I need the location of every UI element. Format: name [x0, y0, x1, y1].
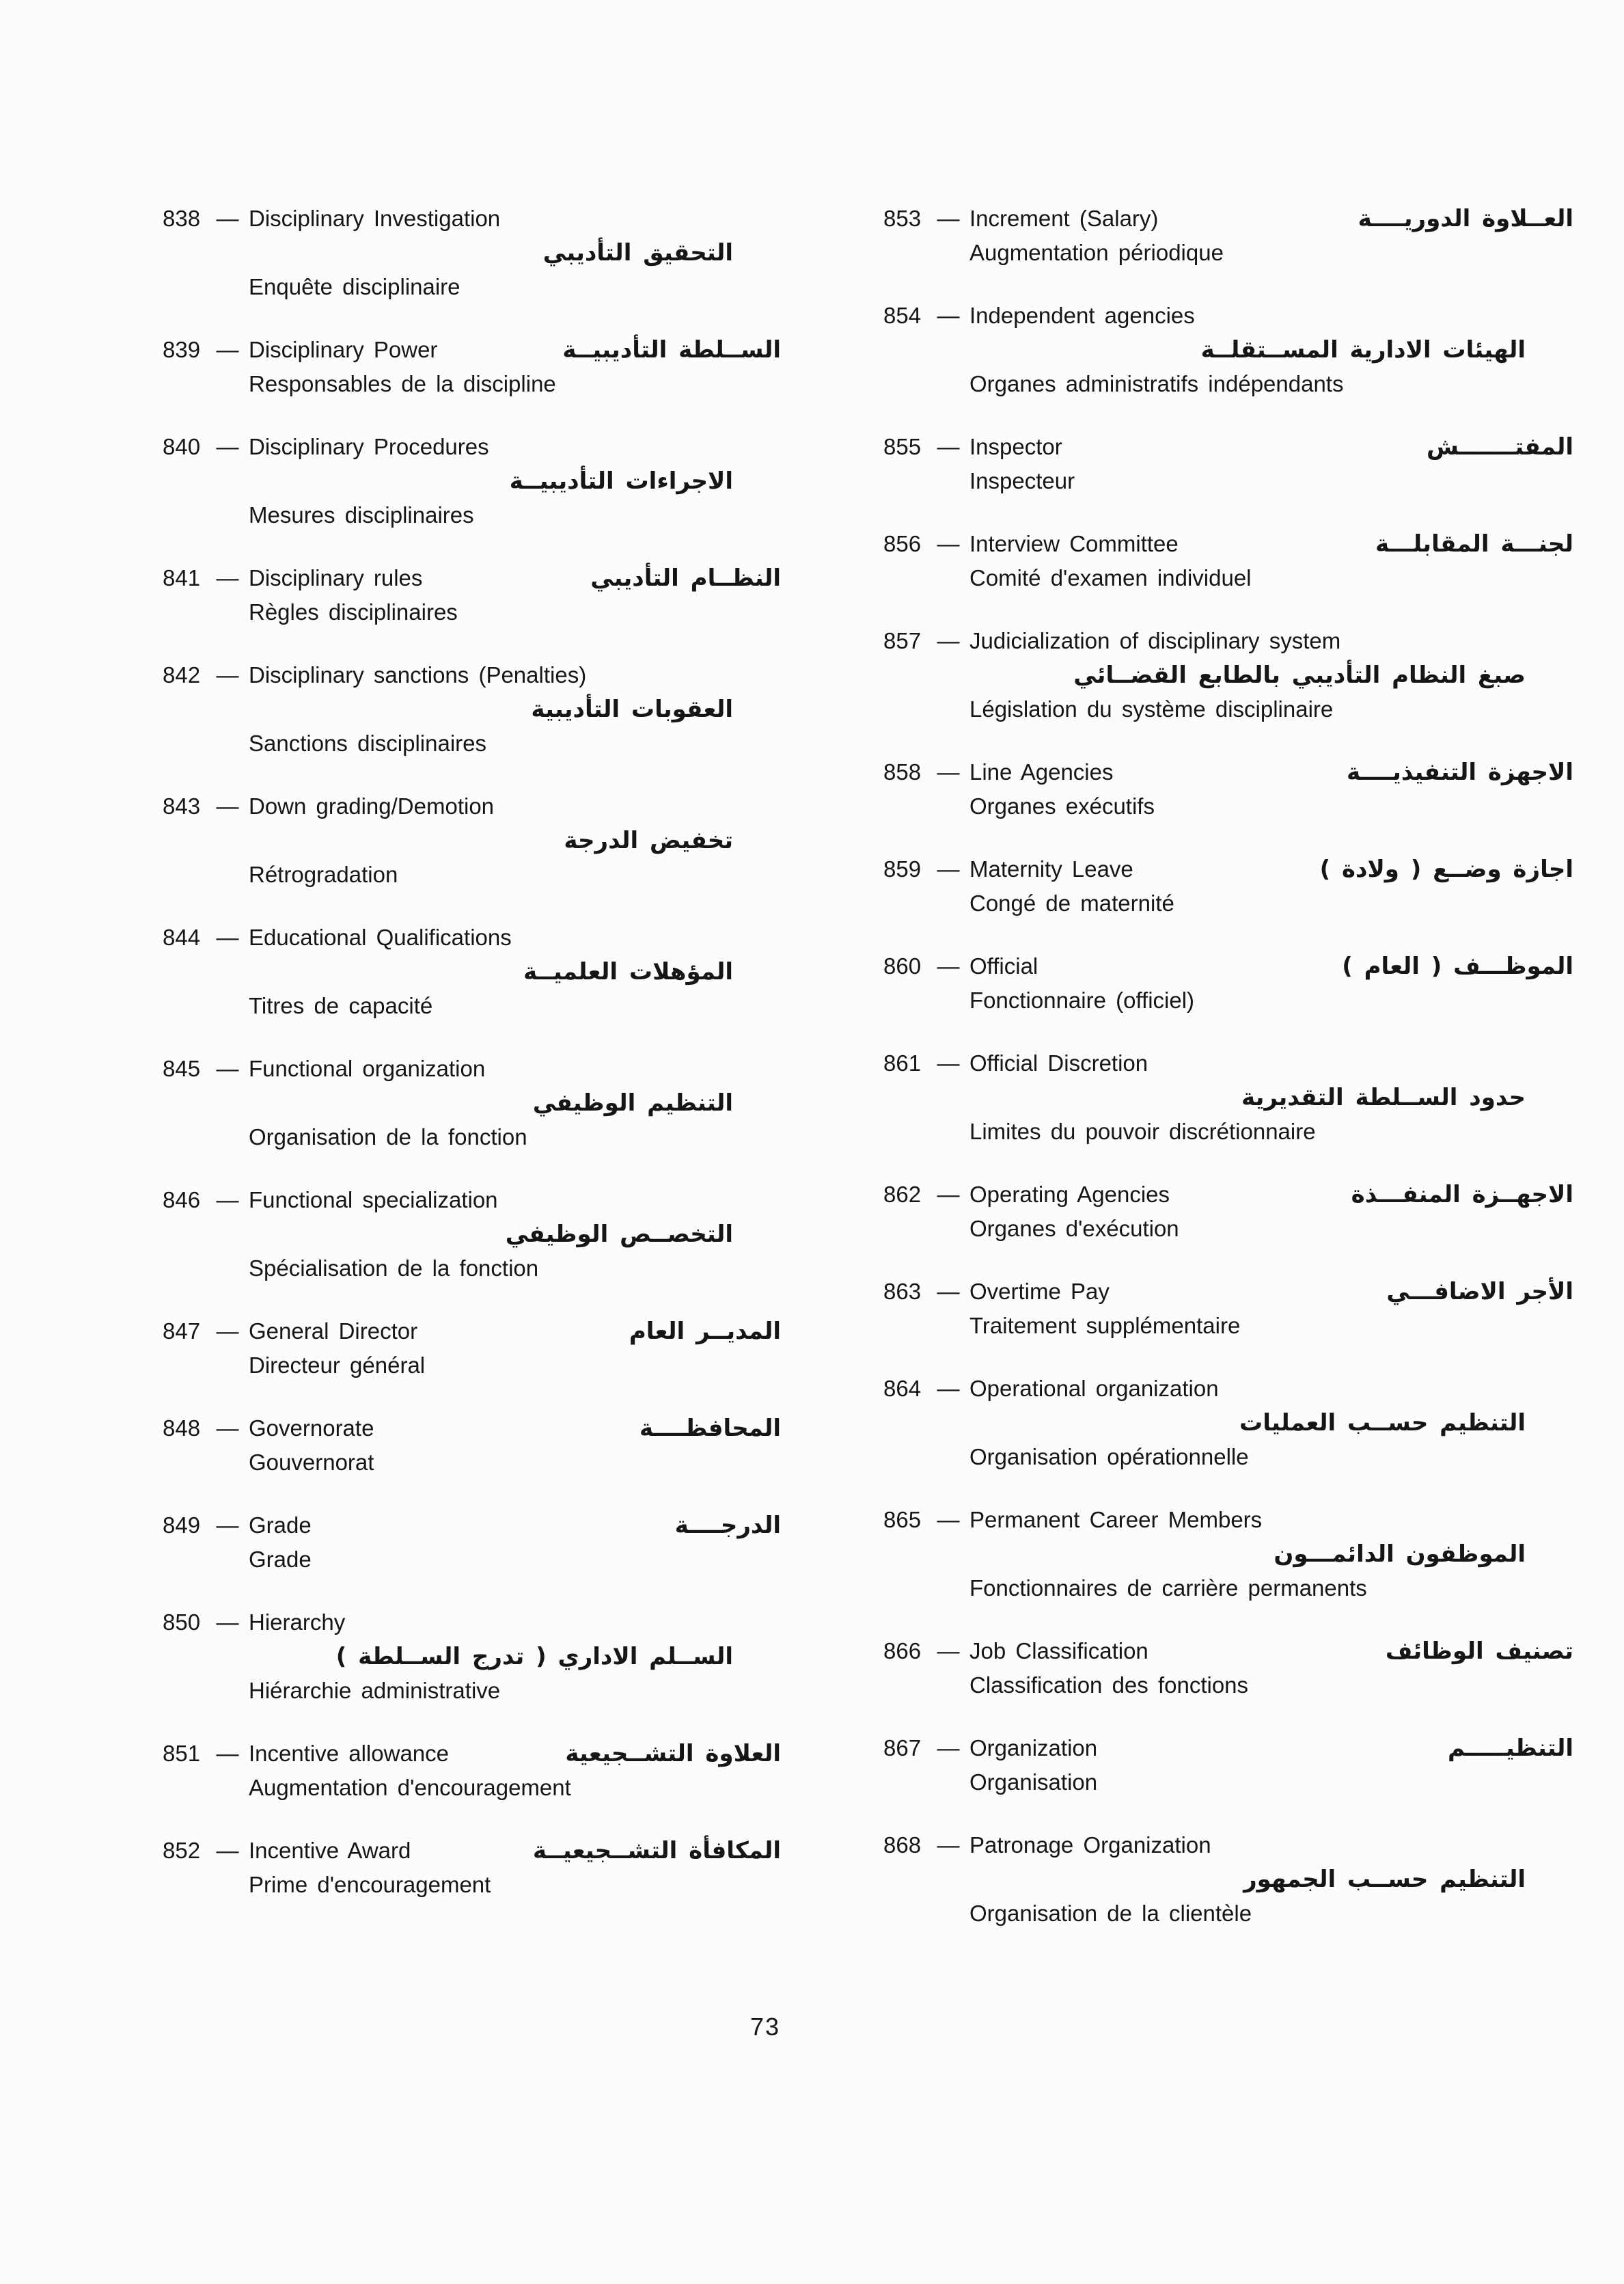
entry-number: 859: [883, 856, 922, 882]
entry-french-term: Inspecteur: [969, 468, 1075, 493]
entry-term-line: [163, 789, 781, 824]
entry-dash: —: [216, 1838, 239, 1863]
entry-english-term: Disciplinary Investigation: [249, 206, 501, 231]
glossary-entry: [163, 430, 781, 532]
entry-english-term: Disciplinary rules: [249, 565, 423, 590]
entry-english-term: Disciplinary sanctions (Penalties): [249, 662, 587, 688]
entry-dash: —: [937, 1376, 960, 1401]
entry-number: 855: [883, 434, 922, 459]
entry-term-line: [163, 333, 781, 367]
entry-dash: —: [937, 531, 960, 556]
entry-french-term: Organisation de la clientèle: [969, 1901, 1252, 1926]
entry-number: 844: [163, 925, 201, 950]
entry-arabic-inline: الاجهــزة المنفـــذة: [1351, 1181, 1573, 1208]
entry-dash: —: [216, 1056, 239, 1081]
entry-number: 864: [883, 1376, 922, 1401]
glossary-entry: [883, 755, 1573, 824]
entry-dash: —: [937, 1638, 960, 1663]
entry-french-term: Fonctionnaire (officiel): [969, 988, 1195, 1013]
entry-number: 858: [883, 759, 922, 785]
entry-english-term: Increment (Salary): [969, 206, 1159, 231]
entry-arabic-block: تخفيض الدرجة: [564, 827, 733, 854]
entry-english-term: Job Classification: [969, 1638, 1148, 1663]
entry-french-term: Fonctionnaires de carrière permanents: [969, 1575, 1367, 1601]
glossary-entry: [163, 1834, 781, 1902]
entry-term-line: [883, 755, 1573, 789]
entry-arabic-inline: الأجر الاضافـــي: [1386, 1278, 1573, 1305]
entry-term-line: [883, 1046, 1573, 1080]
entry-number: 847: [163, 1318, 201, 1344]
entry-arabic-inline: المفتـــــــش: [1427, 433, 1573, 461]
entry-dash: —: [937, 206, 960, 231]
entry-french-term: Augmentation d'encouragement: [249, 1775, 571, 1800]
entry-arabic-inline: العلاوة التشــجيعية: [565, 1740, 781, 1767]
entry-number: 865: [883, 1507, 922, 1532]
entry-arabic-inline: العــلاوة الدوريــــة: [1358, 205, 1573, 232]
glossary-entry: [883, 527, 1573, 595]
entry-arabic-inline: اجازة وضــع ( ولادة ): [1319, 856, 1573, 883]
entry-number: 862: [883, 1182, 922, 1207]
entry-french-term: Traitement supplémentaire: [969, 1313, 1241, 1338]
entry-arabic-block: صبغ النظام التأديبي بالطابع القضــائي: [1073, 662, 1526, 689]
entry-english-term: Incentive Award: [249, 1838, 411, 1863]
entry-term-line: [883, 1828, 1573, 1862]
entry-arabic-inline: الاجهزة التنفيذيــــة: [1346, 759, 1573, 786]
glossary-entry: [163, 333, 781, 401]
entry-number: 866: [883, 1638, 922, 1663]
entry-arabic-block: حدود الســلطة التقديرية: [1241, 1084, 1526, 1111]
entry-term-line: [883, 527, 1573, 561]
entry-english-term: Governorate: [249, 1415, 374, 1441]
entry-term-line: [163, 202, 781, 236]
entry-english-term: Patronage Organization: [969, 1832, 1211, 1858]
entry-french-term: Règles disciplinaires: [249, 599, 458, 625]
entry-term-line: [883, 1275, 1573, 1309]
entry-english-term: Official Discretion: [969, 1050, 1148, 1076]
glossary-entry: [883, 949, 1573, 1018]
entry-term-line: [163, 658, 781, 692]
entry-number: 863: [883, 1279, 922, 1304]
glossary-entry: [883, 1828, 1573, 1931]
entry-number: 841: [163, 565, 201, 590]
entry-term-line: [883, 1634, 1573, 1668]
entry-term-line: [883, 1731, 1573, 1765]
entry-french-term: Titres de capacité: [249, 993, 433, 1018]
entry-english-term: Interview Committee: [969, 531, 1179, 556]
entry-french-term: Classification des fonctions: [969, 1672, 1249, 1698]
entry-french-term: Rétrogradation: [249, 862, 398, 887]
entry-dash: —: [216, 1187, 239, 1212]
entry-english-term: Hierarchy: [249, 1609, 346, 1635]
glossary-entry: [883, 1178, 1573, 1246]
entry-arabic-inline: الدرجــــة: [674, 1512, 781, 1539]
entry-french-term: Grade: [249, 1547, 312, 1572]
glossary-entry: [163, 1052, 781, 1154]
glossary-entry: [163, 658, 781, 761]
entry-dash: —: [216, 1609, 239, 1635]
entry-number: 854: [883, 303, 922, 328]
entry-number: 856: [883, 531, 922, 556]
entry-french-term: Organes d'exécution: [969, 1216, 1179, 1241]
entry-french-term: Augmentation périodique: [969, 240, 1224, 265]
entry-number: 860: [883, 953, 922, 979]
entry-french-term: Mesures disciplinaires: [249, 502, 474, 528]
entry-arabic-inline: التنظيـــــم: [1448, 1735, 1573, 1762]
entry-english-term: Functional specialization: [249, 1187, 498, 1212]
entry-term-line: [883, 430, 1573, 464]
entry-number: 845: [163, 1056, 201, 1081]
entry-number: 848: [163, 1415, 201, 1441]
entry-term-line: [163, 430, 781, 464]
glossary-entry: [163, 1183, 781, 1286]
entry-dash: —: [216, 434, 239, 459]
entry-number: 840: [163, 434, 201, 459]
entry-english-term: Permanent Career Members: [969, 1507, 1263, 1532]
entry-english-term: Inspector: [969, 434, 1062, 459]
entry-english-term: Operating Agencies: [969, 1182, 1170, 1207]
entry-term-line: [163, 1737, 781, 1771]
glossary-entry: [163, 561, 781, 629]
entry-number: 857: [883, 628, 922, 653]
entry-term-line: [883, 949, 1573, 983]
entry-english-term: Grade: [249, 1512, 312, 1538]
entry-french-term: Organes exécutifs: [969, 793, 1155, 819]
entry-english-term: Functional organization: [249, 1056, 486, 1081]
entry-number: 851: [163, 1741, 201, 1766]
entry-arabic-block: التحقيق التأديبي: [542, 239, 733, 267]
entry-french-term: Directeur général: [249, 1352, 426, 1378]
entry-arabic-inline: المحافظــــة: [639, 1415, 781, 1442]
entry-dash: —: [216, 337, 239, 362]
entry-arabic-block: العقوبات التأديبية: [531, 696, 733, 723]
entry-french-term: Organisation: [969, 1769, 1098, 1795]
glossary-entry: [163, 789, 781, 892]
entry-dash: —: [216, 206, 239, 231]
page-number: 73: [749, 2013, 781, 2041]
glossary-entry: [883, 852, 1573, 921]
entry-french-term: Spécialisation de la fonction: [249, 1255, 539, 1281]
entry-arabic-block: الاجراءات التأديبيــة: [509, 467, 733, 495]
glossary-entry: [883, 202, 1573, 270]
entry-number: 838: [163, 206, 201, 231]
entry-arabic-inline: المكافأة التشــجيعيــة: [532, 1837, 781, 1864]
glossary-entry: [883, 624, 1573, 726]
entry-french-term: Gouvernorat: [249, 1450, 374, 1475]
entry-term-line: [883, 202, 1573, 236]
entry-french-term: Limites du pouvoir discrétionnaire: [969, 1119, 1316, 1144]
entry-term-line: [163, 921, 781, 955]
entry-english-term: Maternity Leave: [969, 856, 1133, 882]
entry-dash: —: [937, 953, 960, 979]
entry-french-term: Organes administratifs indépendants: [969, 371, 1344, 396]
entry-english-term: Incentive allowance: [249, 1741, 450, 1766]
entry-dash: —: [216, 925, 239, 950]
glossary-entry: [883, 1731, 1573, 1799]
entry-number: 852: [163, 1838, 201, 1863]
entry-dash: —: [937, 1279, 960, 1304]
glossary-entry: [163, 1605, 781, 1708]
entry-english-term: Down grading/Demotion: [249, 793, 495, 819]
column-right: [883, 202, 1573, 1959]
glossary-entry: [163, 1314, 781, 1383]
entry-arabic-inline: لجنـــة المقابلـــة: [1375, 530, 1573, 558]
entry-arabic-inline: المديــر العام: [629, 1318, 781, 1345]
entry-number: 839: [163, 337, 201, 362]
entry-french-term: Organisation de la fonction: [249, 1124, 527, 1150]
entry-term-line: [163, 1834, 781, 1868]
entry-french-term: Hiérarchie administrative: [249, 1678, 501, 1703]
entry-term-line: [883, 852, 1573, 886]
entry-number: 842: [163, 662, 201, 688]
glossary-entry: [163, 1737, 781, 1805]
entry-number: 868: [883, 1832, 922, 1858]
entry-term-line: [163, 1411, 781, 1445]
entry-dash: —: [937, 759, 960, 785]
glossary-entry: [883, 1372, 1573, 1474]
entry-arabic-block: الموظفون الدائمـــون: [1274, 1540, 1526, 1568]
entry-dash: —: [216, 565, 239, 590]
glossary-entry: [163, 921, 781, 1023]
entry-french-term: Comité d'examen individuel: [969, 565, 1252, 590]
entry-english-term: Operational organization: [969, 1376, 1219, 1401]
entry-french-term: Législation du système disciplinaire: [969, 696, 1334, 722]
entry-dash: —: [216, 1318, 239, 1344]
entry-term-line: [163, 1314, 781, 1348]
entry-dash: —: [937, 628, 960, 653]
glossary-entry: [883, 430, 1573, 498]
entry-arabic-inline: الموظـــف ( العام ): [1342, 953, 1573, 980]
entry-term-line: [883, 624, 1573, 658]
entry-dash: —: [216, 1512, 239, 1538]
entry-arabic-block: التنظيم حســب العمليات: [1239, 1409, 1526, 1437]
entry-dash: —: [937, 1182, 960, 1207]
glossary-entry: [163, 1411, 781, 1480]
entry-term-line: [163, 1052, 781, 1086]
entry-dash: —: [216, 662, 239, 688]
entry-number: 853: [883, 206, 922, 231]
glossary-entry: [163, 202, 781, 304]
entry-english-term: Disciplinary Power: [249, 337, 438, 362]
entry-term-line: [883, 1372, 1573, 1406]
glossary-entry: [883, 1634, 1573, 1702]
entry-dash: —: [937, 303, 960, 328]
entry-english-term: Disciplinary Procedures: [249, 434, 489, 459]
entry-arabic-inline: تصنيف الوظائف: [1385, 1637, 1573, 1665]
entry-arabic-inline: النظــام التأديبي: [590, 565, 781, 592]
entry-arabic-inline: الســلطة التأديبيــة: [562, 336, 781, 364]
entry-term-line: [163, 1605, 781, 1640]
glossary-entry: [883, 1046, 1573, 1149]
glossary-entry: [883, 299, 1573, 401]
entry-number: 867: [883, 1735, 922, 1760]
entry-english-term: Official: [969, 953, 1038, 979]
column-left: [163, 202, 781, 1931]
entry-arabic-block: الســلم الاداري ( تدرج الســلطة ): [335, 1643, 733, 1670]
glossary-entry: [883, 1275, 1573, 1343]
entry-french-term: Enquête disciplinaire: [249, 274, 460, 299]
glossary-columns: [163, 202, 1573, 1959]
entry-number: 843: [163, 793, 201, 819]
entry-french-term: Congé de maternité: [969, 891, 1174, 916]
entry-english-term: Overtime Pay: [969, 1279, 1110, 1304]
entry-term-line: [163, 1183, 781, 1217]
entry-dash: —: [216, 1415, 239, 1441]
entry-number: 849: [163, 1512, 201, 1538]
entry-dash: —: [937, 856, 960, 882]
entry-dash: —: [937, 1050, 960, 1076]
entry-term-line: [883, 1178, 1573, 1212]
entry-number: 846: [163, 1187, 201, 1212]
entry-arabic-block: التخصــص الوظيفي: [505, 1221, 733, 1248]
entry-dash: —: [937, 1832, 960, 1858]
entry-term-line: [163, 1508, 781, 1542]
entry-english-term: Educational Qualifications: [249, 925, 512, 950]
glossary-entry: [163, 1508, 781, 1577]
entry-french-term: Organisation opérationnelle: [969, 1444, 1249, 1469]
entry-number: 861: [883, 1050, 922, 1076]
entry-french-term: Prime d'encouragement: [249, 1872, 491, 1897]
entry-arabic-block: الهيئات الادارية المســتقلــة: [1200, 336, 1526, 364]
entry-english-term: Organization: [969, 1735, 1098, 1760]
entry-english-term: Independent agencies: [969, 303, 1195, 328]
glossary-entry: [883, 1503, 1573, 1605]
entry-english-term: General Director: [249, 1318, 418, 1344]
entry-term-line: [163, 561, 781, 595]
entry-arabic-block: التنظيم الوظيفي: [532, 1089, 733, 1117]
entry-dash: —: [216, 1741, 239, 1766]
entry-term-line: [883, 1503, 1573, 1537]
entry-number: 850: [163, 1609, 201, 1635]
entry-arabic-block: التنظيم حســب الجمهور: [1243, 1866, 1526, 1893]
entry-english-term: Judicialization of disciplinary system: [969, 628, 1341, 653]
entry-french-term: Sanctions disciplinaires: [249, 731, 487, 756]
entry-dash: —: [937, 1735, 960, 1760]
entry-term-line: [883, 299, 1573, 333]
entry-english-term: Line Agencies: [969, 759, 1114, 785]
entry-dash: —: [937, 1507, 960, 1532]
entry-french-term: Responsables de la discipline: [249, 371, 556, 396]
entry-arabic-block: المؤهلات العلميــة: [523, 958, 733, 985]
entry-dash: —: [937, 434, 960, 459]
entry-dash: —: [216, 793, 239, 819]
